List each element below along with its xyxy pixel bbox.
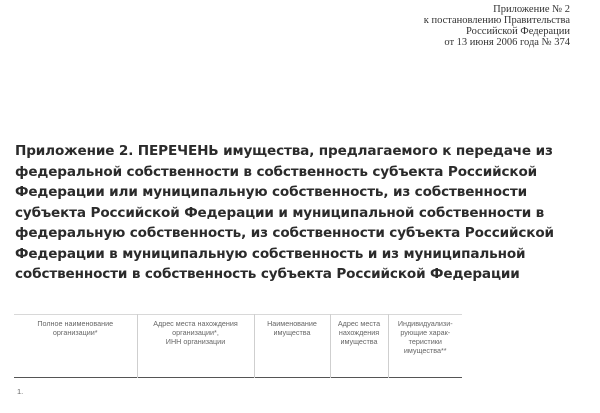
- annex-header-line: Российской Федерации: [466, 26, 570, 37]
- column-header-line: теристики: [408, 337, 442, 346]
- column-header-line: организации*,: [172, 328, 219, 337]
- column-header-line: Адрес места нахождения: [153, 319, 238, 328]
- annex-header-line: к постановлению Правительства: [423, 15, 570, 26]
- column-header-org-name: [14, 315, 137, 378]
- table-row-number: 1.: [17, 387, 24, 396]
- column-header-line: Индивидуализи-: [397, 319, 453, 328]
- column-header-line: имущества**: [403, 346, 447, 355]
- column-header-line: Адрес места: [337, 319, 381, 328]
- column-header-line: имущества: [340, 337, 378, 346]
- table-header-row: [14, 315, 462, 378]
- column-header-line: рующие харак-: [400, 328, 451, 337]
- column-header-property-name: [254, 315, 330, 378]
- column-header-line: имущества: [273, 328, 311, 337]
- document-heading: Приложение 2. ПЕРЕЧЕНЬ имущества, предлагаемого к передаче из федеральной собственности в собственность субъекта Российской Федерации или муниципальную собственность, из собственности субъекта Российской Федерации и муниципальной собственности в федеральную собственность, из собственности субъекта Российской Федерации в муниципальную собственность и из муниципальной собственности в собственность субъекта Российской Федерации: [15, 143, 554, 282]
- annex-header-line: от 13 июня 2006 года № 374: [444, 37, 570, 48]
- column-header-line: Полное наименование: [37, 319, 114, 328]
- column-header-property-address: [330, 315, 388, 378]
- column-header-org-address: [137, 315, 254, 378]
- column-header-characteristics: [388, 315, 462, 378]
- column-header-line: ИНН организации: [165, 337, 226, 346]
- property-table: [14, 314, 462, 378]
- column-header-line: нахождения: [338, 328, 380, 337]
- annex-header: [424, 4, 570, 48]
- column-header-line: организации*: [52, 328, 98, 337]
- annex-header-line: Приложение № 2: [493, 4, 570, 15]
- column-header-line: Наименование: [267, 319, 317, 328]
